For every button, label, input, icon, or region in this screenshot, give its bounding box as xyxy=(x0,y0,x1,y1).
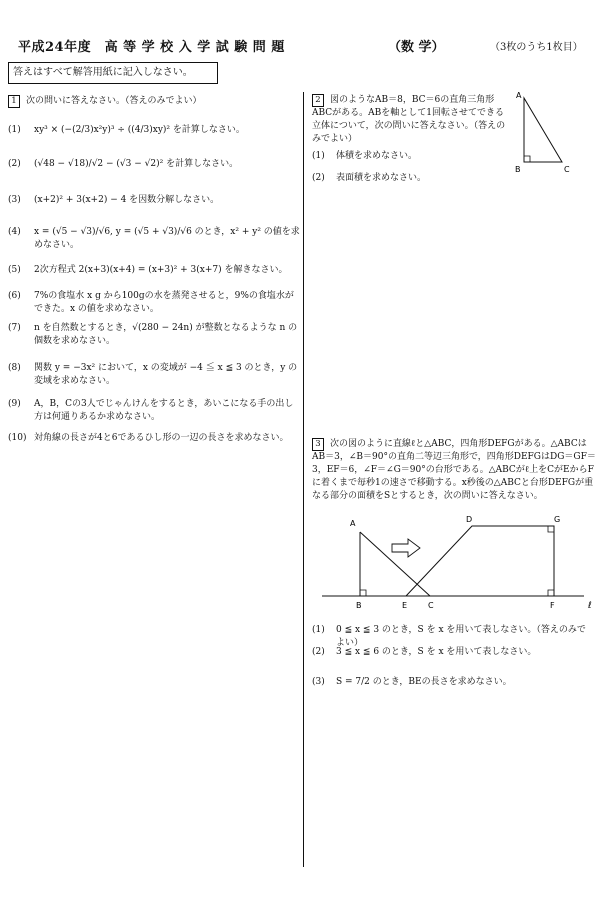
q1-item-8: (8) 関数 y = −3x² において，x の変域が −4 ≦ x ≦ 3 のとき，y の変域を求めなさい。 xyxy=(8,363,298,386)
q3-heading xyxy=(312,438,596,503)
q1-item-7: (7) n を自然数とするとき，√(280 − 24n) が整数となるような n の個数を求めなさい。 xyxy=(8,323,298,346)
q3-label-a: A xyxy=(350,519,356,528)
q2-label-c: C xyxy=(564,165,570,174)
q3-intro: 次の図のように直線ℓと△ABC，四角形DEFGがある。△ABCはAB＝3，∠B＝90°の直角二等辺三角形で，四角形DEFGはDG＝GF＝3，EF＝6，∠F＝∠G＝90°の台形である。△ABCがℓ上をCがEからFに着くまで毎秒1の速さで移動する。x秒後の△ABCと台形DEFGが重なる部分の面積をSとするとき，次の問いに答えなさい。 xyxy=(312,439,596,501)
q3-label-d: D xyxy=(466,515,473,524)
q2-item-2: (2) 表面積を求めなさい。 xyxy=(312,173,427,183)
q1-item-10: (10) 対角線の長さが4と6であるひし形の一辺の長さを求めなさい。 xyxy=(8,433,289,443)
q3-triangle-trapezoid-figure xyxy=(318,510,600,615)
exam-title: 平成24年度 高 等 学 校 入 学 試 験 問 題 xyxy=(18,40,285,55)
q1-item-6: (6) 7%の食塩水 x g から100gの水を蒸発させると，9%の食塩水ができた。x の値を求めなさい。 xyxy=(8,291,294,314)
q1-heading xyxy=(8,94,202,108)
q1-item-2: (2) (√48 − √18)/√2 − (√3 − √2)² を計算しなさい。 xyxy=(8,159,239,169)
q3-item-3: (3) S = 7/2 のとき，BEの長さを求めなさい。 xyxy=(312,677,512,687)
q2-item-1: (1) 体積を求めなさい。 xyxy=(312,151,418,161)
q3-label-f: F xyxy=(550,601,555,610)
q3-item-1: (1) 0 ≦ x ≦ 3 のとき，S を x を用いて表しなさい。（答えのみでよい） xyxy=(312,625,586,648)
page-note: （3枚のうち1枚目） xyxy=(490,42,583,53)
q2-label-a: A xyxy=(516,91,522,100)
q2-label-b: B xyxy=(515,165,521,174)
column-divider xyxy=(303,92,304,867)
q1-item-1: (1) xy³ × (−(2/3)x²y)³ ÷ ((4/3)xy)² を計算しなさい。 xyxy=(8,125,245,135)
q1-item-4: (4) x = (√5 − √3)/√6, y = (√5 + √3)/√6 のとき，x² + y² の値を求めなさい。 xyxy=(8,227,300,250)
q1-intro: 次の問いに答えなさい。（答えのみでよい） xyxy=(26,96,202,106)
q3-label-g: G xyxy=(554,515,561,524)
q1-item-3: (3) (x+2)² + 3(x+2) − 4 を因数分解しなさい。 xyxy=(8,195,220,205)
answer-notice: 答えはすべて解答用紙に記入しなさい。 xyxy=(8,62,218,84)
q2-intro: 図のようなAB＝8，BC＝6の直角三角形ABCがある。ABを軸として1回転させてできる立体について，次の問いに答えなさい。（答えのみでよい） xyxy=(312,95,506,144)
exam-subject: （数 学） xyxy=(388,40,445,55)
q3-direction-arrow-icon xyxy=(392,539,420,557)
q3-label-c: C xyxy=(428,601,434,610)
q3-label-b: B xyxy=(356,601,362,610)
q3-item-2: (2) 3 ≦ x ≦ 6 のとき，S を x を用いて表しなさい。 xyxy=(312,647,537,657)
q3-number: 3 xyxy=(312,438,324,451)
q1-number: 1 xyxy=(8,95,20,108)
q1-item-5: (5) 2次方程式 2(x+3)(x+4) = (x+3)² + 3(x+7) を解きなさい。 xyxy=(8,265,288,275)
q3-label-line: ℓ xyxy=(588,601,592,611)
q2-right-triangle-figure xyxy=(510,88,590,178)
q2-number: 2 xyxy=(312,94,324,107)
q2-heading xyxy=(312,94,508,146)
q3-label-e: E xyxy=(402,601,408,610)
q1-item-9: (9) A，B，Cの3人でじゃんけんをするとき，あいこになる手の出し方は何通りあるか求めなさい。 xyxy=(8,399,294,422)
